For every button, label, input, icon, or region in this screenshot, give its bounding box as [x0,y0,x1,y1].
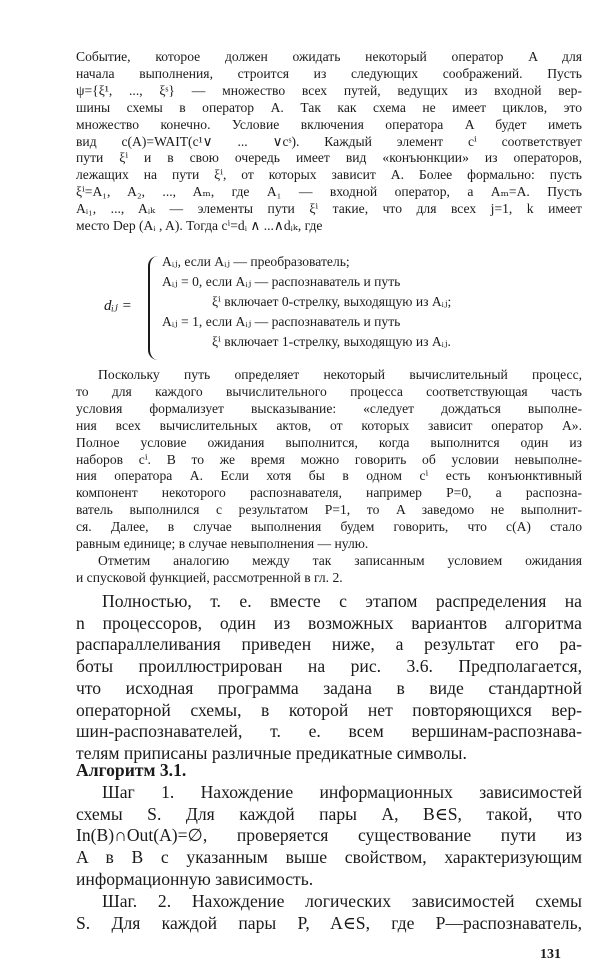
text-line: шин-распознавателей, т. е. всем вершинам-распознава- [76,721,582,742]
paragraph-1 [76,49,582,235]
formula-brace [148,256,158,360]
text-line: ватель выполнился с результатом P=1, то A заведомо не выполнит- [76,502,582,518]
text-line: что исходная программа задана в виде стандартной [76,677,582,698]
text-line: шины схемы в оператор A. Так как схема не имеет циклов, это [76,99,582,115]
text-line: Aᵢ₁, ..., Aᵢₖ — элементы пути ξⁱ такие, что для всех j=1, k имеет [76,201,582,217]
text-line: ψ={ξ¹, ..., ξˢ} — множество всех путей, ведущих из входной вер- [76,82,582,98]
text-line: боты проиллюстрирован на рис. 3.6. Предполагается, [76,656,582,677]
algorithm-heading: Алгоритм 3.1. [76,760,187,780]
text-line: Событие, которое должен ожидать некоторый оператор A для [76,49,582,64]
text-line: телям приписаны различные предикатные символы. [76,742,467,763]
text-line: вид c(A)=WAIT(c¹∨ ... ∨cˢ). Каждый элемент cⁱ соответствует [76,133,582,149]
text-line: компонент некоторого распознавателя, например P=0, а распозна- [76,485,582,501]
paragraph-4 [76,591,582,765]
text-line: Поскольку путь определяет некоторый вычислительный процесс, [98,367,582,382]
text-line: лежащих на пути ξⁱ, от которых зависит A. Более формально: пусть [76,167,582,183]
text-line: Шаг. 2. Нахождение логических зависимостей схемы [102,891,582,911]
text-line: информационную зависимость. [76,868,314,889]
formula-d-ij [100,252,570,364]
text-line: ния оператора A. Если хотя бы в одном cⁱ есть конъюнктивный [76,468,582,484]
step-2 [76,891,582,934]
text-line: ния всех вычислительных актов, от которых зависит оператор A». [76,417,582,433]
text-line: равным единице; в случае невыполнения — нулю. [76,536,369,552]
formula-case-2: Aᵢⱼ = 0, если Aᵢⱼ — распознаватель и путь [162,274,401,289]
paragraph-2 [76,367,582,553]
text-line: наборов cⁱ. В то же время можно говорить об условии невыполне- [76,451,582,467]
text-line: начала выполнения, строится из следующих соображений. Пусть [76,65,582,81]
text-line: то для каждого вычислительного процесса соответствующая часть [76,383,582,399]
text-line: A в B с указанным выше свойством, характеризующим [76,847,582,868]
text-line: n процессоров, один из возможных вариантов алгоритма [76,612,582,633]
step-1 [76,782,582,891]
text-line: S. Для каждой пары P, A∈S, где P—распознаватель, [76,912,582,933]
formula-lhs: dᵢⱼ = [104,298,132,314]
text-line: множество конечно. Условие включения оператора A будет иметь [76,116,582,132]
text-line: ξⁱ=A₁, A₂, ..., Aₘ, где A₁ — входной оператор, а Aₘ=A. Пусть [76,184,582,200]
text-line: операторной схемы, в которой нет повторяющихся вер- [76,699,582,720]
formula-case-1: Aᵢⱼ, если Aᵢⱼ — преобразователь; [162,254,350,269]
text-line: Шаг 1. Нахождение информационных зависимостей [102,782,582,802]
page-number: 131 [540,947,561,962]
text-line: пути ξⁱ и в свою очередь имеет вид «конъюнкции» из операторов, [76,150,582,166]
text-line: распараллеливания приведен ниже, а результат его ра- [76,634,582,655]
formula-case-3: Aᵢⱼ = 1, если Aᵢⱼ — распознаватель и путь [162,314,401,329]
text-line: место Dep (Aᵢ , A). Тогда cⁱ=dᵢ ∧ ...∧dᵢₖ, где [76,218,323,234]
text-line: Полное условие ожидания выполнится, когда выполнится один из [76,434,582,450]
text-line: Отметим аналогию между так записанным условием ожидания [98,553,582,568]
formula-case-2-cont: ξⁱ включает 0-стрелку, выходящую из Aᵢⱼ; [212,294,452,309]
text-line: условия формализует высказывание: «следует дождаться выполне- [76,400,582,416]
text-line: схемы S. Для каждой пары A, B∈S, такой, что [76,803,582,824]
text-line: In(B)∩Out(A)=∅, проверяется существование пути из [76,825,582,846]
text-line: ся. Далее, в случае выполнения будем говорить, что c(A) стало [76,519,582,535]
algorithm-heading-block [76,760,582,782]
formula-case-3-cont: ξⁱ включает 1-стрелку, выходящую из Aᵢⱼ. [212,334,451,349]
paragraph-3 [76,553,582,587]
text-line: Полностью, т. е. вместе с этапом распределения на [102,591,582,611]
text-line: и спусковой функцией, рассмотренной в гл. 2. [76,569,343,585]
